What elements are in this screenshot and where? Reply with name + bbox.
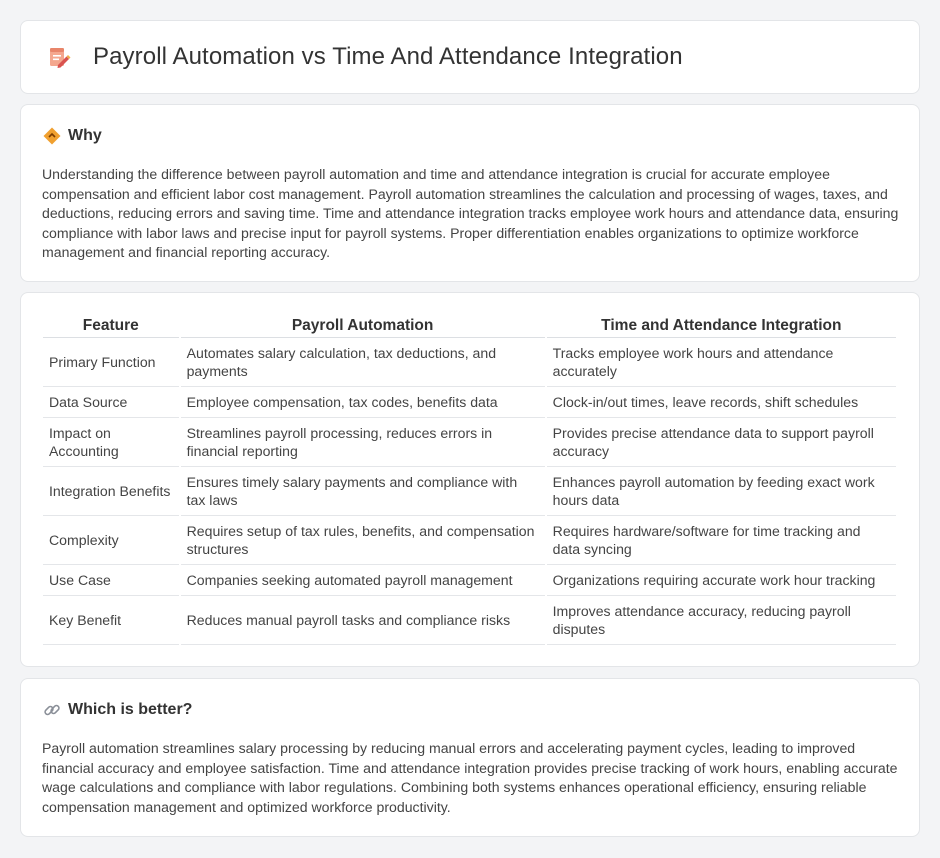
page-title: Payroll Automation vs Time And Attendance Integration — [93, 43, 683, 70]
document-edit-icon — [47, 45, 71, 69]
title-card — [20, 20, 920, 94]
table-header-row — [43, 315, 896, 338]
payroll-cell: Ensures timely salary payments and compliance with tax laws — [181, 467, 545, 516]
table-row — [43, 338, 896, 387]
header-feature: Feature — [43, 315, 179, 338]
attendance-cell: Requires hardware/software for time tracking and data syncing — [547, 516, 896, 565]
attendance-cell: Enhances payroll automation by feeding exact work hours data — [547, 467, 896, 516]
attendance-cell: Provides precise attendance data to support payroll accuracy — [547, 418, 896, 467]
feature-cell: Complexity — [43, 516, 179, 565]
attendance-cell: Improves attendance accuracy, reducing payroll disputes — [547, 596, 896, 645]
feature-cell: Use Case — [43, 565, 179, 596]
payroll-cell: Automates salary calculation, tax deductions, and payments — [181, 338, 545, 387]
feature-cell: Primary Function — [43, 338, 179, 387]
table-row — [43, 516, 896, 565]
feature-cell: Impact on Accounting — [43, 418, 179, 467]
link-icon — [43, 701, 61, 719]
feature-cell: Integration Benefits — [43, 467, 179, 516]
feature-cell: Data Source — [43, 387, 179, 418]
table-row — [43, 418, 896, 467]
payroll-cell: Companies seeking automated payroll management — [181, 565, 545, 596]
attendance-cell: Clock-in/out times, leave records, shift schedules — [547, 387, 896, 418]
table-row — [43, 565, 896, 596]
comparison-table — [41, 315, 898, 645]
why-section — [20, 104, 920, 282]
header-time-attendance: Time and Attendance Integration — [547, 315, 896, 338]
why-heading: Why — [68, 127, 102, 144]
payroll-cell: Reduces manual payroll tasks and compliance risks — [181, 596, 545, 645]
payroll-cell: Streamlines payroll processing, reduces errors in financial reporting — [181, 418, 545, 467]
header-payroll-automation: Payroll Automation — [181, 315, 545, 338]
attendance-cell: Organizations requiring accurate work hour tracking — [547, 565, 896, 596]
diamond-arrow-icon — [43, 127, 61, 145]
table-row — [43, 596, 896, 645]
better-heading: Which is better? — [68, 701, 193, 718]
feature-cell: Key Benefit — [43, 596, 179, 645]
attendance-cell: Tracks employee work hours and attendance accurately — [547, 338, 896, 387]
table-row — [43, 387, 896, 418]
comparison-table-card — [20, 292, 920, 667]
table-row — [43, 467, 896, 516]
payroll-cell: Requires setup of tax rules, benefits, and compensation structures — [181, 516, 545, 565]
better-text: Payroll automation streamlines salary processing by reducing manual errors and accelerating payment cycles, leading to improved financial accuracy and employee satisfaction. Time and attendance integration provides precise tracking of work hours, enabling accurate wage calculations and compliance with labor regulations. Combining both systems enhances operational efficiency, ensuring reliable compensation management and optimized workforce productivity. — [42, 740, 898, 815]
why-text: Understanding the difference between payroll automation and time and attendance integration is crucial for accurate employee compensation and efficient labor cost management. Payroll automation streamlines the calculation and processing of wages, taxes, and deductions, reducing errors and saving time. Time and attendance integration tracks employee work hours and attendance data, ensuring compliance with labor laws and precise input for payroll systems. Proper differentiation enables organizations to optimize workforce management and financial reporting accuracy. — [42, 166, 899, 260]
which-is-better-section — [20, 678, 920, 837]
payroll-cell: Employee compensation, tax codes, benefits data — [181, 387, 545, 418]
